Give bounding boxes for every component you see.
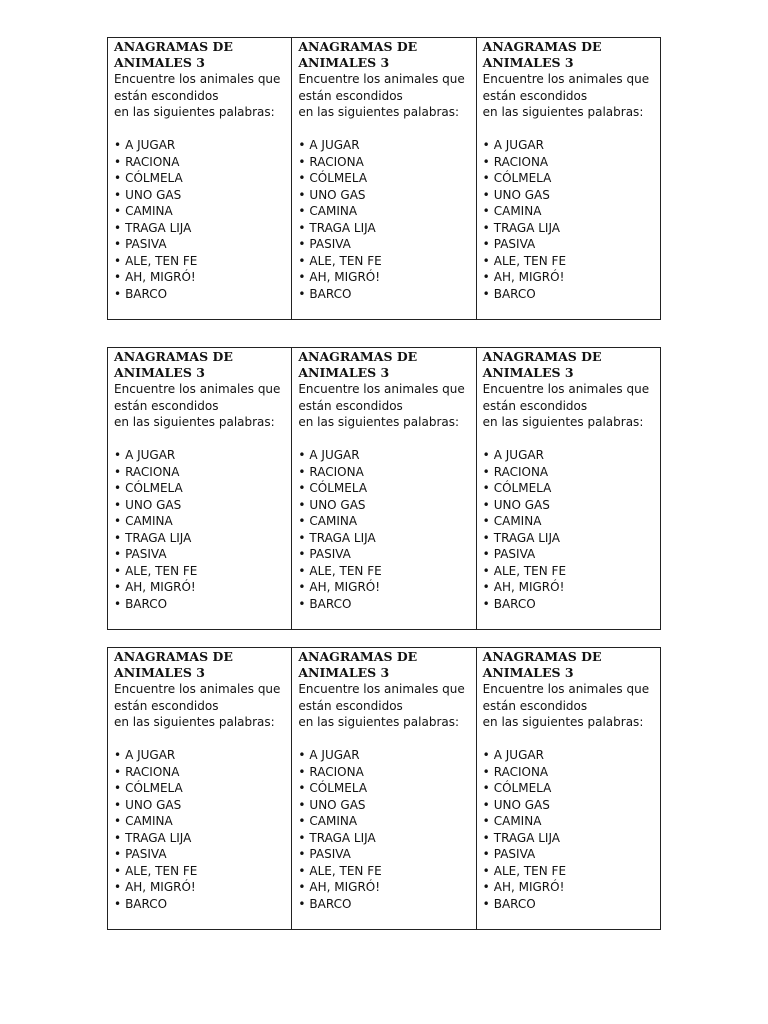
instruction-line: en las siguientes palabras:: [114, 105, 275, 120]
anagram-item: • BARCO: [298, 896, 469, 913]
instruction-line: están escondidos: [298, 88, 403, 103]
anagram-item: • BARCO: [114, 286, 285, 303]
anagram-item: • UNO GAS: [114, 497, 285, 514]
card-table-row-2: [107, 347, 661, 630]
anagram-list: [483, 747, 654, 912]
card-title: ANAGRAMAS DE ANIMALES 3: [114, 349, 233, 380]
anagram-item: • CÓLMELA: [298, 170, 469, 187]
anagram-list: [114, 137, 285, 302]
anagram-card: [108, 348, 292, 629]
anagram-item: • PASIVA: [298, 236, 469, 253]
instruction-line: en las siguientes palabras:: [482, 715, 644, 730]
card-title: ANAGRAMAS DE ANIMALES 3: [114, 649, 233, 680]
anagram-item: • PASIVA: [483, 846, 654, 863]
instruction-line: en las siguientes palabras:: [298, 715, 460, 730]
anagram-item: • RACIONA: [298, 764, 469, 781]
anagram-item: • A JUGAR: [114, 447, 285, 464]
instruction-line: Encuentre los animales que: [482, 72, 650, 86]
anagram-item: • A JUGAR: [298, 447, 469, 464]
instruction-line: Encuentre los animales que: [482, 382, 650, 396]
card-title: ANAGRAMAS DE ANIMALES 3: [114, 39, 233, 70]
card-title: ANAGRAMAS DE ANIMALES 3: [482, 349, 602, 380]
anagram-item: • ALE, TEN FE: [298, 253, 469, 270]
instruction-line: están escondidos: [482, 88, 588, 103]
anagram-item: • RACIONA: [298, 464, 469, 481]
anagram-item: • UNO GAS: [298, 797, 469, 814]
anagram-item: • CAMINA: [298, 813, 469, 830]
instruction-line: en las siguientes palabras:: [114, 715, 275, 730]
anagram-item: • CAMINA: [114, 513, 285, 530]
anagram-item: • PASIVA: [298, 546, 469, 563]
anagram-item: • AH, MIGRÓ!: [114, 879, 285, 896]
anagram-item: • BARCO: [298, 286, 469, 303]
anagram-item: • UNO GAS: [114, 187, 285, 204]
anagram-card: [292, 648, 476, 929]
card-title: ANAGRAMAS DE ANIMALES 3: [298, 349, 418, 380]
anagram-item: • UNO GAS: [298, 187, 469, 204]
anagram-item: • TRAGA LIJA: [483, 830, 654, 847]
instruction-line: Encuentre los animales que: [114, 382, 281, 396]
instruction-line: Encuentre los animales que: [298, 382, 465, 396]
anagram-item: • A JUGAR: [483, 137, 654, 154]
anagram-item: • RACIONA: [114, 764, 285, 781]
anagram-item: • BARCO: [483, 896, 654, 913]
anagram-item: • CAMINA: [483, 813, 654, 830]
anagram-item: • PASIVA: [298, 846, 469, 863]
anagram-item: • PASIVA: [483, 236, 654, 253]
spacer: [298, 121, 469, 138]
anagram-item: • PASIVA: [114, 546, 285, 563]
instruction-line: Encuentre los animales que: [114, 72, 281, 86]
anagram-item: • ALE, TEN FE: [483, 253, 654, 270]
anagram-list: [298, 137, 469, 302]
anagram-item: • CÓLMELA: [298, 480, 469, 497]
anagram-item: • AH, MIGRÓ!: [114, 269, 285, 286]
anagram-item: • UNO GAS: [483, 497, 654, 514]
instruction-line: en las siguientes palabras:: [298, 105, 460, 120]
anagram-item: • UNO GAS: [114, 797, 285, 814]
anagram-item: • AH, MIGRÓ!: [298, 879, 469, 896]
anagram-item: • BARCO: [483, 596, 654, 613]
anagram-item: • TRAGA LIJA: [298, 830, 469, 847]
anagram-item: • RACIONA: [114, 464, 285, 481]
spacer: [483, 431, 654, 448]
anagram-item: • TRAGA LIJA: [483, 220, 654, 237]
spacer: [114, 731, 285, 748]
anagram-list: [114, 747, 285, 912]
anagram-item: • CAMINA: [483, 513, 654, 530]
anagram-card: [477, 648, 660, 929]
anagram-item: • ALE, TEN FE: [298, 863, 469, 880]
anagram-item: • CÓLMELA: [483, 480, 654, 497]
card-title: ANAGRAMAS DE ANIMALES 3: [298, 39, 418, 70]
anagram-item: • BARCO: [298, 596, 469, 613]
anagram-item: • RACIONA: [298, 154, 469, 171]
spacer: [114, 121, 285, 138]
anagram-item: • A JUGAR: [298, 747, 469, 764]
anagram-card: [292, 38, 476, 319]
anagram-card: [108, 38, 292, 319]
anagram-item: • A JUGAR: [483, 747, 654, 764]
anagram-item: • ALE, TEN FE: [114, 253, 285, 270]
anagram-card: [108, 648, 292, 929]
anagram-list: [114, 447, 285, 612]
spacer: [114, 431, 285, 448]
anagram-item: • CÓLMELA: [114, 480, 285, 497]
anagram-item: • TRAGA LIJA: [483, 530, 654, 547]
anagram-item: • PASIVA: [114, 236, 285, 253]
instruction-line: Encuentre los animales que: [114, 682, 281, 696]
anagram-item: • BARCO: [114, 896, 285, 913]
anagram-item: • TRAGA LIJA: [298, 220, 469, 237]
anagram-item: • PASIVA: [114, 846, 285, 863]
anagram-item: • UNO GAS: [483, 187, 654, 204]
anagram-item: • A JUGAR: [114, 137, 285, 154]
instruction-line: Encuentre los animales que: [298, 682, 465, 696]
instruction-line: en las siguientes palabras:: [298, 415, 460, 430]
instruction-line: están escondidos: [114, 88, 219, 103]
instruction-line: están escondidos: [298, 398, 403, 413]
spacer: [298, 731, 469, 748]
anagram-item: • CAMINA: [114, 813, 285, 830]
anagram-item: • TRAGA LIJA: [298, 530, 469, 547]
anagram-item: • A JUGAR: [114, 747, 285, 764]
anagram-item: • AH, MIGRÓ!: [114, 579, 285, 596]
anagram-item: • RACIONA: [483, 764, 654, 781]
anagram-item: • AH, MIGRÓ!: [483, 269, 654, 286]
anagram-item: • AH, MIGRÓ!: [483, 579, 654, 596]
anagram-item: • CAMINA: [483, 203, 654, 220]
instruction-line: están escondidos: [114, 698, 219, 713]
instruction-line: en las siguientes palabras:: [482, 105, 644, 120]
anagram-item: • BARCO: [483, 286, 654, 303]
anagram-item: • ALE, TEN FE: [114, 563, 285, 580]
anagram-card: [292, 348, 476, 629]
spacer: [483, 731, 654, 748]
instruction-line: están escondidos: [482, 398, 588, 413]
anagram-item: • CAMINA: [114, 203, 285, 220]
anagram-item: • CAMINA: [298, 203, 469, 220]
anagram-item: • CÓLMELA: [114, 780, 285, 797]
card-title: ANAGRAMAS DE ANIMALES 3: [482, 39, 602, 70]
instruction-line: Encuentre los animales que: [298, 72, 465, 86]
anagram-card: [477, 348, 660, 629]
anagram-item: • AH, MIGRÓ!: [298, 579, 469, 596]
anagram-item: • AH, MIGRÓ!: [483, 879, 654, 896]
instruction-line: en las siguientes palabras:: [482, 415, 644, 430]
card-title: ANAGRAMAS DE ANIMALES 3: [298, 649, 418, 680]
anagram-item: • CAMINA: [298, 513, 469, 530]
anagram-item: • UNO GAS: [298, 497, 469, 514]
anagram-item: • CÓLMELA: [483, 170, 654, 187]
card-table-row-1: [107, 37, 661, 320]
anagram-item: • A JUGAR: [298, 137, 469, 154]
anagram-item: • ALE, TEN FE: [114, 863, 285, 880]
spacer: [483, 121, 654, 138]
anagram-item: • UNO GAS: [483, 797, 654, 814]
anagram-item: • TRAGA LIJA: [114, 530, 285, 547]
anagram-item: • CÓLMELA: [483, 780, 654, 797]
anagram-item: • BARCO: [114, 596, 285, 613]
instruction-line: están escondidos: [114, 398, 219, 413]
anagram-item: • AH, MIGRÓ!: [298, 269, 469, 286]
anagram-card: [477, 38, 660, 319]
anagram-item: • CÓLMELA: [114, 170, 285, 187]
anagram-item: • RACIONA: [483, 464, 654, 481]
card-title: ANAGRAMAS DE ANIMALES 3: [482, 649, 602, 680]
anagram-item: • RACIONA: [114, 154, 285, 171]
anagram-list: [483, 447, 654, 612]
card-table-row-3: [107, 647, 661, 930]
anagram-item: • RACIONA: [483, 154, 654, 171]
instruction-line: están escondidos: [482, 698, 588, 713]
anagram-item: • PASIVA: [483, 546, 654, 563]
anagram-item: • ALE, TEN FE: [298, 563, 469, 580]
anagram-list: [298, 747, 469, 912]
anagram-item: • CÓLMELA: [298, 780, 469, 797]
instruction-line: están escondidos: [298, 698, 403, 713]
anagram-item: • ALE, TEN FE: [483, 563, 654, 580]
anagram-item: • TRAGA LIJA: [114, 830, 285, 847]
instruction-line: Encuentre los animales que: [482, 682, 650, 696]
anagram-item: • ALE, TEN FE: [483, 863, 654, 880]
instruction-line: en las siguientes palabras:: [114, 415, 275, 430]
anagram-item: • TRAGA LIJA: [114, 220, 285, 237]
anagram-list: [483, 137, 654, 302]
anagram-item: • A JUGAR: [483, 447, 654, 464]
anagram-list: [298, 447, 469, 612]
spacer: [298, 431, 469, 448]
